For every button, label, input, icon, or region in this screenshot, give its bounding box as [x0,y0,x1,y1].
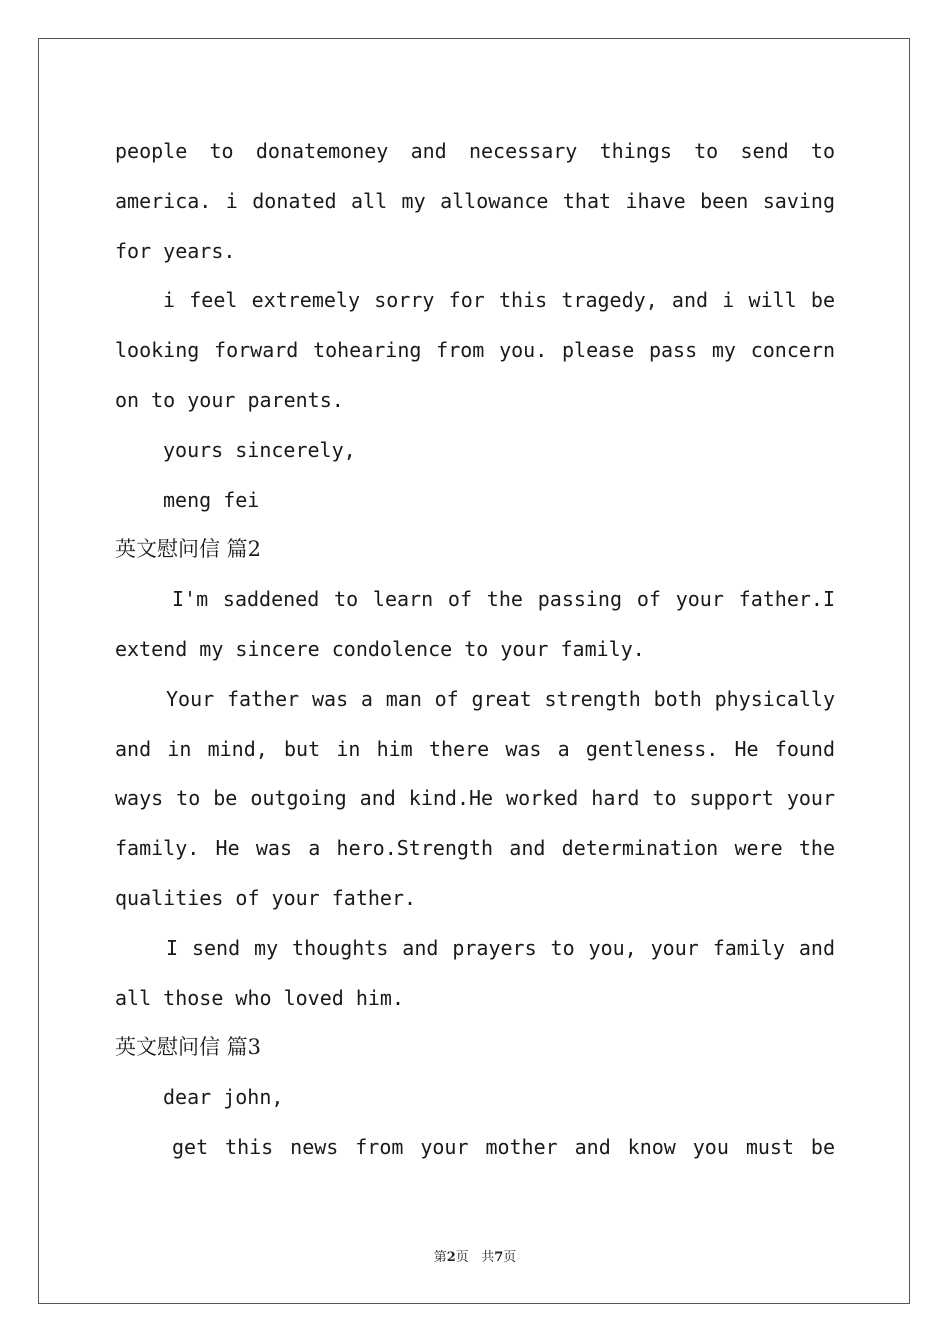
text-line: looking forward tohearing from you. please pass my concern [115,338,835,363]
paragraph-first-line: I send my thoughts and prayers to you, your family and [166,935,835,960]
paragraph-first-line: i feel extremely sorry for this tragedy, and i will be [163,288,835,313]
paragraph-first-line: I'm saddened to learn of the passing of your father.I [172,587,835,612]
total-unit: 页 [503,1250,517,1265]
signature-line: meng fei [163,487,260,512]
text-line: all those who loved him. [115,985,404,1010]
text-line: qualities of your father. [115,885,417,910]
section-heading: 英文慰问信 篇2 [115,537,262,562]
text-line: family. He was a hero.Strength and determination were the [115,836,835,861]
closing-line: yours sincerely, [163,437,356,462]
text-line: ways to be outgoing and kind.He worked hard to support your [115,786,835,811]
paragraph-first-line: Your father was a man of great strength both physically [166,686,835,711]
text-line: america. i donated all my allowance that ihave been saving [115,188,835,213]
paragraph-first-line: get this news from your mother and know you must be [172,1134,835,1159]
page-unit: 页 [455,1250,469,1265]
document-body [115,127,835,1173]
text-line: for years. [115,238,236,263]
text-line: extend my sincere condolence to your family. [115,636,645,661]
total-pages: 7 [494,1250,504,1265]
text-line: and in mind, but in him there was a gentleness. He found [115,736,835,761]
text-line: on to your parents. [115,387,344,412]
page-footer [0,1246,950,1265]
text-line: people to donatemoney and necessary things to send to [115,139,835,163]
salutation-line: dear john, [163,1085,284,1110]
page-number: 2 [446,1250,456,1265]
section-heading: 英文慰问信 篇3 [115,1035,262,1060]
page-prefix: 第 [433,1250,447,1265]
total-prefix: 共 [481,1250,495,1265]
